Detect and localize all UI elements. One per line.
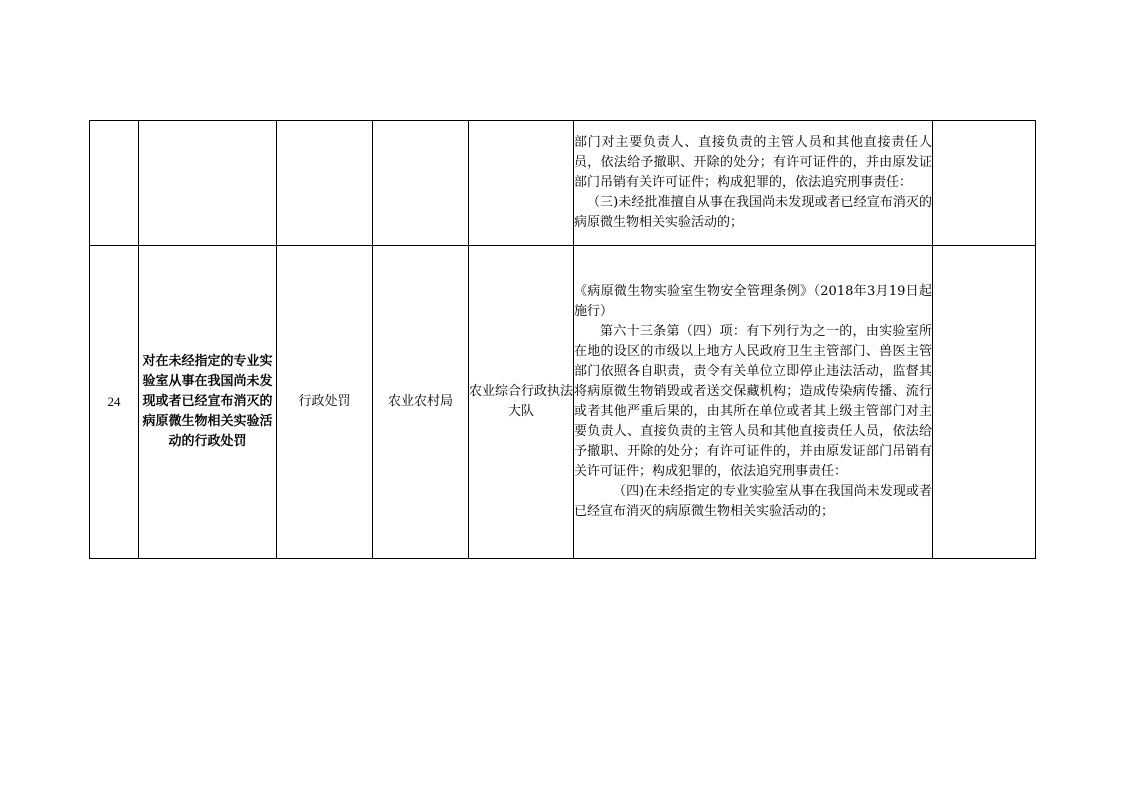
item-name: 对在未经指定的专业实验室从事在我国尚未发现或者已经宣布消灭的病原微生物相关实验活动的行政处罚 bbox=[139, 246, 277, 559]
legal-basis bbox=[574, 121, 933, 246]
basis-paragraph: 《病原微生物实验室生物安全管理条例》（2018年3月19日起施行） bbox=[574, 284, 932, 319]
responsible-department: 农业农村局 bbox=[373, 246, 469, 559]
item-name bbox=[139, 121, 277, 246]
basis-paragraph: （四)在未经指定的专业实验室从事在我国尚未发现或者已经宣布消灭的病原微生物相关实验活动的； bbox=[574, 484, 932, 519]
row-number bbox=[90, 121, 139, 246]
responsible-department bbox=[373, 121, 469, 246]
basis-paragraph: 部门对主要负责人、直接负责的主管人员和其他直接责任人员，依法给予撤职、开除的处分；有许可证件的，并由原发证部门吊销有关许可证件；构成犯罪的，依法追究刑事责任： bbox=[574, 135, 932, 190]
table-row bbox=[90, 121, 1036, 246]
item-type: 行政处罚 bbox=[277, 246, 373, 559]
row-number: 24 bbox=[90, 246, 139, 559]
executing-body: 农业综合行政执法大队 bbox=[469, 246, 574, 559]
remarks bbox=[933, 121, 1036, 246]
legal-basis bbox=[574, 246, 933, 559]
document-table bbox=[89, 120, 1036, 559]
item-type bbox=[277, 121, 373, 246]
executing-body bbox=[469, 121, 574, 246]
basis-paragraph: （三)未经批准擅自从事在我国尚未发现或者已经宣布消灭的病原微生物相关实验活动的； bbox=[574, 195, 932, 230]
basis-paragraph: 第六十三条第（四）项：有下列行为之一的，由实验室所在地的设区的市级以上地方人民政府卫生主管部门、兽医主管部门依照各自职责，责令有关单位立即停止违法活动，监督其将病原微生物销毁或者送交保藏机构；造成传染病传播、流行或者其他严重后果的，由其所在单位或者其上级主管部门对主要负责人、直接负责的主管人员和其他直接责任人员，依法给予撤职、开除的处分；有许可证件的，并由原发证部门吊销有关许可证件；构成犯罪的，依法追究刑事责任： bbox=[574, 324, 932, 479]
table-row bbox=[90, 246, 1036, 559]
remarks bbox=[933, 246, 1036, 559]
